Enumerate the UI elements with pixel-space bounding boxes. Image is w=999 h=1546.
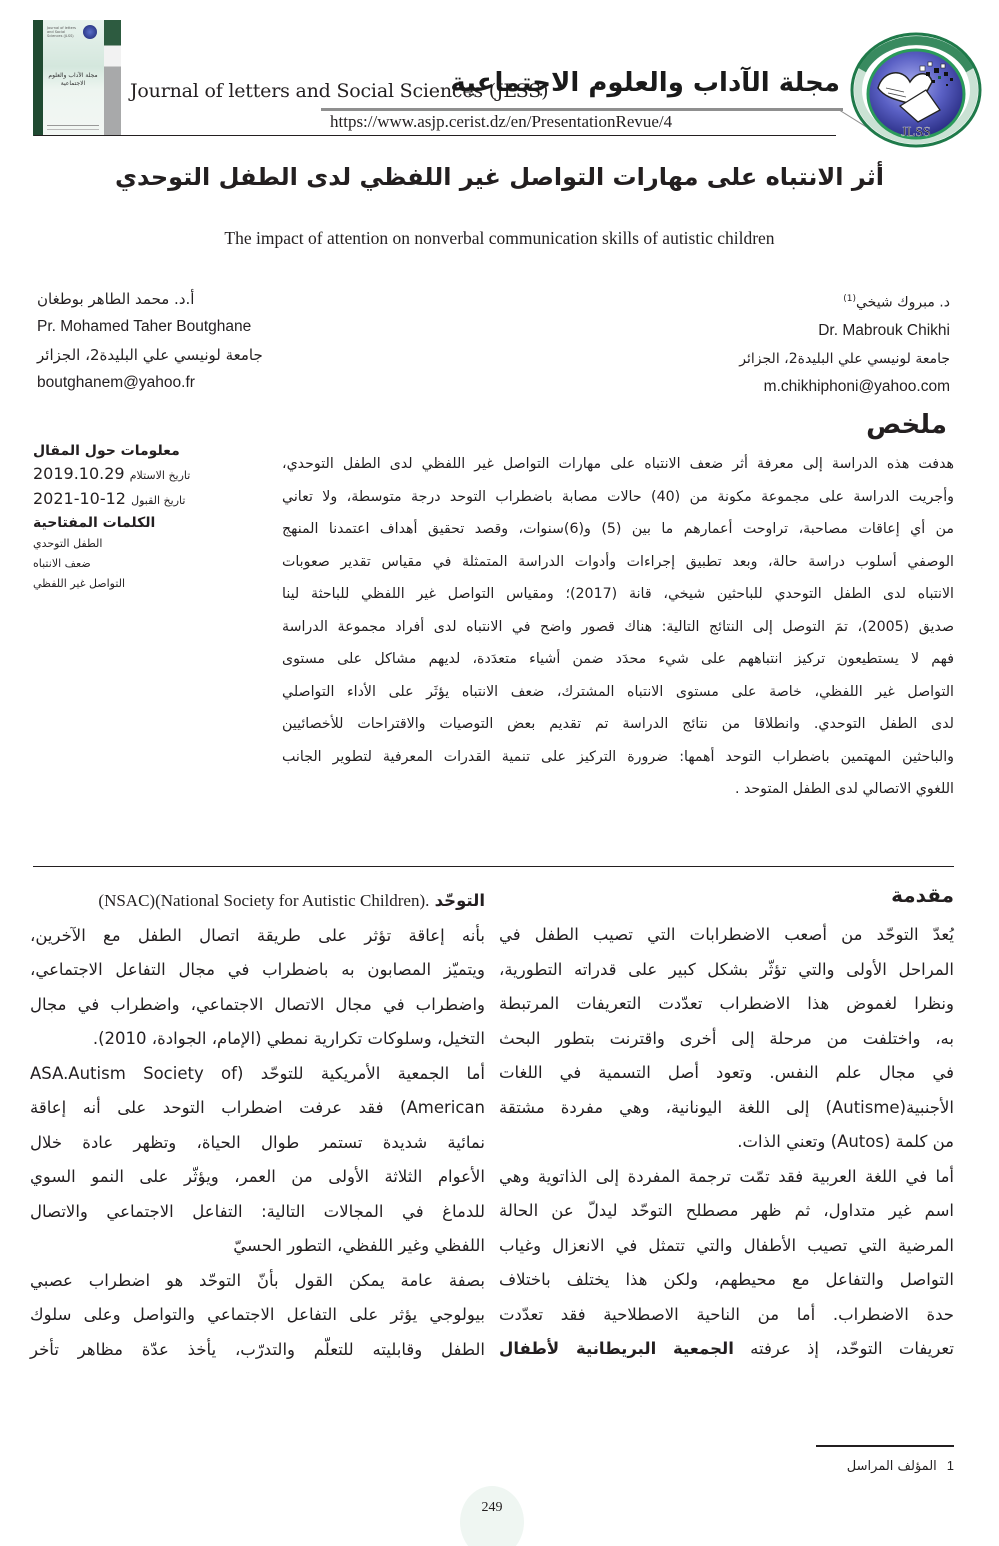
body-line: التواصل والتفاعل مع محيطهم، ولكن هذا يختلف باختلاف — [499, 1270, 954, 1289]
keywords-heading-text: الكلمات المفتاحية — [33, 515, 156, 531]
author-2-affiliation — [37, 341, 297, 369]
received-date: 2019.10.29 — [33, 464, 125, 483]
author-1-affiliation: جامعة لونيسي علي البليدة2، الجزائر — [739, 350, 950, 367]
page-number-badge — [460, 1486, 524, 1546]
body-line: ويتميّز المصابون به باضطراب في مجال التفاعل الاجتماعي، — [30, 960, 485, 979]
keyword-item — [33, 554, 273, 574]
abstract-line: لدى الطفل التوحدي. وانطلاقا من نتائج الدراسة تم تقديم بعض التوصيات والاقتراحات للأخصائيين — [282, 716, 954, 732]
abstract-line: فهم لا يستطيعون تركيز انتباههم على شيء محدَد ضمن أشياء متعدَدة، لديهم مشاكل على مستوى — [282, 651, 954, 667]
body-line: الطفل وقابليته للتعلّم والتدرّب، يأخذ عدّة مظاهر تأخر — [30, 1339, 485, 1359]
accepted-date: 2021-10-12 — [33, 489, 126, 508]
abstract-line: الوصفي أسلوب دراسة حالة، وبعد تطبيق إجراءات وأدوات الدراسة المتمثلة في مقياس تقدير صعوبات — [282, 553, 954, 570]
author-card-1 — [650, 285, 950, 401]
body-line: المراحل الأولى والتي تؤثّر بشكل كبير على قدراته التطورية، — [499, 959, 954, 979]
body-line: يُعدّ التوحّد من أصعب الاضطرابات التي تصيب الطفل في — [499, 925, 954, 944]
keywords-heading — [33, 512, 273, 534]
article-title-en: The impact of attention on nonverbal communication skills of autistic children — [224, 228, 775, 248]
page-number: 249 — [481, 1500, 503, 1515]
author-1-name-en: Dr. Mabrouk Chikhi — [818, 321, 950, 339]
body-line: بصفة عامة يمكن القول بأنّ التوحّد هو اضطراب عصبي — [30, 1270, 485, 1290]
footnote-number: 1 — [946, 1458, 954, 1473]
accepted-date-row — [33, 487, 273, 512]
article-info-heading-text: معلومات حول المقال — [33, 443, 180, 459]
body-line: من كلمة (Autos) وتعني الذات. — [737, 1132, 954, 1151]
author-1-name-ar — [650, 285, 950, 317]
intro-column-left — [30, 884, 485, 1367]
author-card-2 — [37, 285, 297, 397]
abstract-line: والباحثين المهتمين باضطراب التوحد أهمها: ضرورة التركيز على تنمية القدرات المعرفية لتطوير الجانب — [282, 748, 954, 765]
received-date-label: تاريخ الاستلام — [129, 469, 191, 482]
keyword-item — [33, 534, 273, 554]
author-1-footnote-mark[interactable]: (1) — [843, 294, 856, 304]
body-line: أما الجمعية الأمريكية للتوحّد (ASA.Autism Society of — [30, 1063, 486, 1083]
author-2-name-en: Pr. Mohamed Taher Boutghane — [37, 318, 252, 335]
abstract-line: صديق (2005)، تمَ التوصل إلى النتائج التالية: هناك قصور واضح في الانتباه لدى أفراد مجموعة الدراسة — [282, 618, 954, 635]
section-divider — [33, 866, 954, 867]
footnote-rule — [816, 1445, 954, 1447]
abstract-line: هدفت هذه الدراسة إلى معرفة أثر ضعف الانتباه على مهارات التواصل غير اللفظي لدى الطفل التوحدي، — [282, 456, 954, 472]
intro-column-right — [499, 880, 954, 1367]
journal-url-link[interactable]: https://www.asjp.cerist.dz/en/PresentationRevue/4 — [330, 112, 673, 131]
author-2-name-ar-text: أ.د. محمد الطاهر بوطغان — [37, 290, 195, 308]
body-line: بأنه إعاقة تؤثر على طريقة اتصال الطفل مع الآخرين، — [30, 925, 485, 945]
author-2-affiliation-text: جامعة لونيسي علي البليدة2، الجزائر — [37, 346, 263, 364]
abstract-heading: ملخص — [866, 410, 947, 440]
body-line: بيولوجي يؤثر على التفاعل الاجتماعي والتواصل وعلى سلوك — [30, 1305, 485, 1324]
journal-name-ar: مجلة الآداب والعلوم الاجتماعية — [450, 68, 840, 98]
body-line: نمائية شديدة تستمر طوال الحياة، وتظهر عادة خلال — [30, 1132, 485, 1152]
body-line: المرضية التي تصيب الأطفال والتي تتمثل في الانعزال وغياب — [499, 1235, 954, 1255]
intro-heading: مقدمة — [891, 883, 954, 907]
cover-title: مجلة الآداب والعلوم الاجتماعية — [48, 72, 98, 87]
body-line: واضطراب في مجال الاتصال الاجتماعي، واضطراب في مجال — [30, 994, 485, 1014]
bold-term: الجمعية البريطانية لأطفال — [499, 1339, 734, 1358]
body-line: الأجنبية(Autisme) إلى اللغة اليونانية، وهي مفردة مشتقة — [499, 1097, 954, 1117]
author-2-email[interactable]: boutghanem@yahoo.fr — [37, 374, 195, 391]
abstract-line: وأجريت الدراسة على مجموعة مكونة من (40) حالات مصابة باضطراب التوحد درجة متوسطة، ولا تعاني — [282, 488, 954, 505]
abstract-line: من أي إعاقات مصاحبة، تراوحت أعمارهم ما بين (5) و(6)سنوات، وقصد تحقيق أهداف اعتمدنا المنهج — [282, 521, 954, 537]
footnote-text: المؤلف المراسل — [846, 1459, 937, 1474]
body-line: أما في اللغة العربية فقد تمّت ترجمة المفردة إلى الذاتوية وهي — [499, 1166, 954, 1186]
abstract-line: الانتباه لدى الطفل التوحدي للباحثين شيخي، قانة (2017)؛ ومقياس التواصل غير اللفظي للباحثة لينا — [282, 586, 954, 602]
body-line: في مجال علم النفس. وتعود أصل التسمية في اللغات — [499, 1063, 954, 1082]
jlss-logo-icon — [848, 30, 984, 148]
keyword-item — [33, 574, 273, 594]
article-title-ar: أثر الانتباه على مهارات التواصل غير اللفظي لدى الطفل التوحدي — [114, 163, 885, 191]
received-date-row — [33, 462, 273, 487]
header-rule-grey — [321, 108, 843, 111]
cover-footer — [47, 125, 99, 130]
body-line: للدماغ في المجالات التالية: التفاعل الاجتماعي والاتصال — [30, 1201, 485, 1221]
body-line — [499, 1332, 954, 1367]
header-rule-black — [34, 135, 836, 136]
body-text: تعريفات التوحّد، إذ عرفته — [750, 1339, 954, 1358]
footnote — [847, 1458, 954, 1474]
body-line: ونظرا لغموض هذا الاضطراب تعدّدت التعريفات المرتبطة — [499, 994, 954, 1013]
article-info-heading — [33, 440, 273, 462]
cover-spine — [104, 20, 121, 136]
keyword-text: ضعف الانتباه — [33, 557, 91, 570]
accepted-date-label: تاريخ القبول — [131, 494, 186, 507]
abstract-body — [282, 448, 954, 806]
body-line: به، واختلفت من مرحلة إلى أخرى واقترنت بتطور البحث — [499, 1028, 954, 1048]
body-line — [30, 884, 485, 919]
english-term: (NSAC)(National Society for Autistic Children). — [98, 891, 430, 910]
body-line: الأعوام الثلاثة الأولى من العمر، ويؤثّر على النمو السوي — [30, 1167, 485, 1186]
article-info-panel — [33, 440, 273, 594]
body-line: التخيل، وسلوكات تكرارية نمطي (الإمام، الجوادة، 2010). — [92, 1029, 485, 1048]
abstract-line: التواصل غير اللفظي، خاصة على مستوى الانتباه المشترك، ضعف الانتباه يؤثَر على الأداء التواصلي — [282, 683, 954, 700]
bold-term: التوحّد — [434, 891, 485, 910]
svg-text:JLSS: JLSS — [901, 125, 931, 140]
keyword-text: التواصل غير اللفظي — [33, 577, 126, 590]
body-line: اللفظي وغير اللفظي، التطور الحسيّ — [233, 1236, 485, 1255]
body-line: American) فقد عرفت اضطراب التوحد على أنه إعاقة — [30, 1098, 485, 1117]
cover-logo-icon — [83, 25, 97, 39]
journal-cover-thumbnail — [33, 20, 121, 136]
keyword-text: الطفل التوحدي — [33, 537, 103, 550]
author-1-email[interactable]: m.chikhiphoni@yahoo.com — [763, 377, 950, 395]
journal-name-en: Journal of letters and Social Sciences (JLSS) — [130, 80, 549, 102]
body-line: حدة الاضطراب. أما من الناحية الاصطلاحية فقد تعدّدت — [499, 1304, 954, 1324]
author-1-name-ar-text: د. مبروك شيخي — [856, 294, 950, 311]
body-line: اسم غير متداول، ثم ظهر مصطلح التوحّد ليدلّ عن الحالة — [499, 1201, 954, 1220]
abstract-line: اللغوي الاتصالي لدى الطفل المتوحد . — [734, 781, 954, 797]
cover-header-text: Journal of letters and Social Sciences (JLSS) — [47, 26, 76, 38]
author-2-name-ar — [37, 285, 297, 313]
